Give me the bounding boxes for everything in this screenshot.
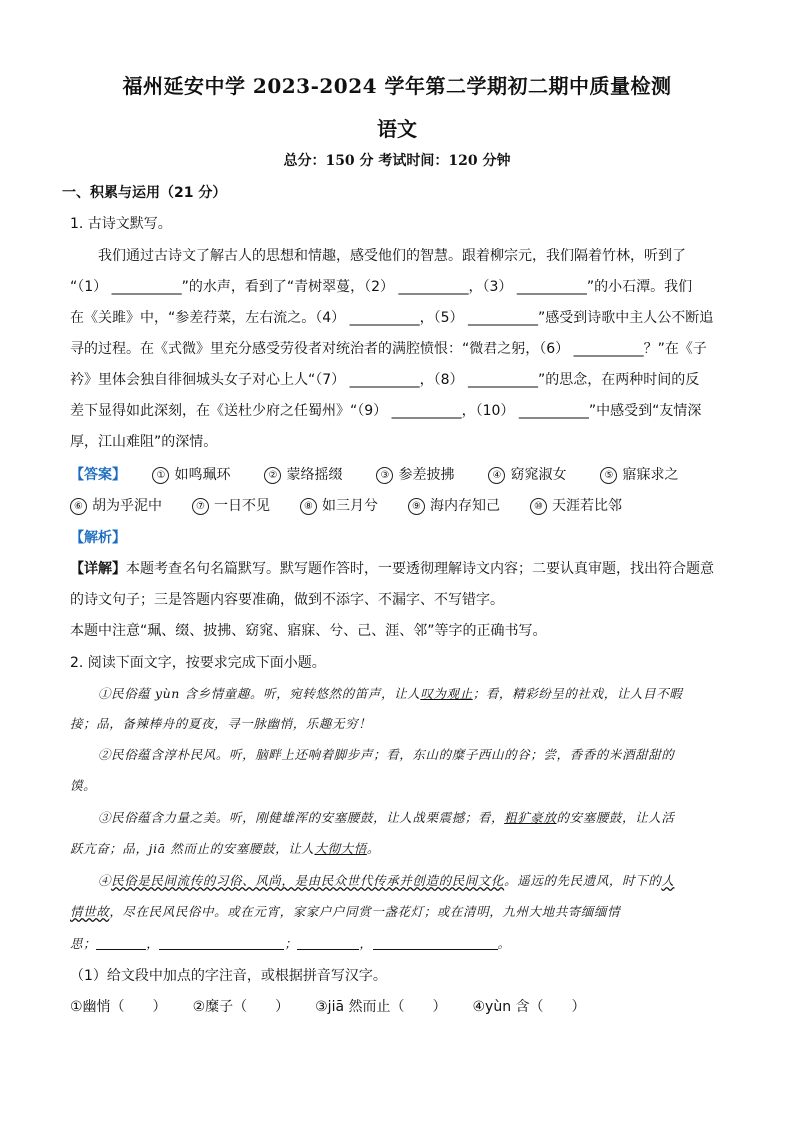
q1-text-line: 寻的过程。在《式微》里充分感受劳役者对统治者的满腔愤恨：“微君之躬，（6） __________？”在《子 (70, 341, 707, 357)
section-heading: 一、积累与运用（21 分） (62, 185, 227, 201)
answer-item: ③ 参差披拂 (376, 464, 454, 484)
passage-line: ②民俗蕴含淳朴民风。听，脑畔上还响着脚步声；看，东山的糜子西山的谷；尝，香香的米酒甜甜的 (98, 747, 675, 762)
q1-text-line: 在《关雎》中，“参差荇菜，左右流之。（4） __________，（5） __________”感受到诗歌中主人公不断追 (70, 310, 714, 326)
answer-item: ⑧ 如三月兮 (300, 495, 378, 515)
option-item: ④yùn 含（ ） (472, 999, 586, 1015)
sub-question-1: （1）给文段中加点的字注音，或根据拼音写汉字。 (70, 968, 387, 984)
passage-line: 馍。 (70, 778, 97, 793)
detail-line: 【详解】本题考查名句名篇默写。默写题作答时，一要透彻理解诗文内容；二要认真审题，找出符合题意 (70, 561, 714, 577)
option-item: ③jiā 然而止（ ） (315, 999, 447, 1015)
question-1-prompt: 1. 古诗文默写。 (70, 216, 172, 232)
passage-line: ①民俗蕴 yùn 含乡情童趣。听，宛转悠然的笛声，让人叹为观止；看，精彩纷呈的社戏，让人目不暇 (98, 686, 683, 701)
exam-meta: 总分：150 分 考试时间：120 分钟 (283, 153, 511, 169)
passage-line: ④民俗是民间流传的习俗、风尚，是由民众世代传承并创造的民间文化。遥远的先民遗风，时下的人 (98, 873, 675, 888)
analysis-label: 【解析】 (70, 530, 126, 546)
fill-blank[interactable] (297, 949, 359, 950)
answer-item: ② 蒙络摇缀 (264, 464, 342, 484)
passage-line-blanks: 思； ， ； ， 。 (70, 936, 511, 951)
detail-line: 的诗文句子；三是答题内容要准确，做到不添字、不漏字、不写错字。 (70, 592, 504, 608)
detail-line: 本题中注意“珮、缀、披拂、窈窕、寤寐、兮、己、涯、邻”等字的正确书写。 (70, 623, 547, 639)
option-item: ②糜子（ ） (192, 999, 290, 1015)
detail-label: 【详解】 (70, 561, 126, 577)
passage-line: 跃亢奋；品，jiā 然而止的安塞腰鼓，让人大彻大悟。 (70, 841, 380, 856)
q1-text-line: 厚，江山难阻”的深情。 (70, 434, 218, 450)
subject-title: 语文 (377, 117, 417, 141)
q1-text-line: 差下显得如此深刻，在《送杜少府之任蜀州》“（9） __________，（10） __________”中感受到“友情深 (70, 403, 702, 419)
passage-line: 接；品，备辣棒舟的夏夜，寻一脉幽悄，乐趣无穷！ (70, 716, 372, 731)
question-2-prompt: 2. 阅读下面文字，按要求完成下面小题。 (70, 655, 326, 671)
answer-item: ⑩ 天涯若比邻 (530, 495, 622, 515)
answer-row (70, 495, 730, 515)
answer-row (70, 464, 730, 484)
answer-item: ④ 窈窕淑女 (488, 464, 566, 484)
answer-item: ⑨ 海内存知己 (408, 495, 500, 515)
exam-title: 福州延安中学 2023-2024 学年第二学期初二期中质量检测 (122, 74, 672, 98)
fill-blank[interactable] (159, 949, 284, 950)
answer-item: ① 如鸣珮环 (152, 464, 230, 484)
option-item: ①幽悄（ ） (70, 999, 167, 1015)
sub-question-options (70, 996, 730, 1016)
answer-item: ⑦ 一日不见 (192, 495, 270, 515)
q1-text-line: 衿》里体会独自徘徊城头女子对心上人“（7） __________，（8） __________”的思念，在两种时间的反 (70, 372, 700, 388)
fill-blank[interactable] (96, 949, 146, 950)
q1-text-line: 我们通过古诗文了解古人的思想和情趣，感受他们的智慧。跟着柳宗元，我们隔着竹林，听到了 (98, 248, 686, 264)
fill-blank[interactable] (373, 949, 498, 950)
passage-line: ③民俗蕴含力量之美。听，刚健雄浑的安塞腰鼓，让人战栗震撼；看，粗犷豪放的安塞腰鼓，让人活 (98, 810, 675, 825)
passage-line: 情世故，尽在民风民俗中。或在元宵，家家户户同赏一盏花灯；或在清明，九州大地共寄缅缅情 (70, 904, 621, 919)
answer-item: ⑤ 寤寐求之 (600, 464, 678, 484)
answer-item: ⑥ 胡为乎泥中 (70, 495, 162, 515)
answer-label: 【答案】 (70, 467, 126, 483)
q1-text-line: “（1） __________”的水声，看到了“青树翠蔓，（2） __________，（3） __________”的小石潭。我们 (70, 279, 693, 295)
